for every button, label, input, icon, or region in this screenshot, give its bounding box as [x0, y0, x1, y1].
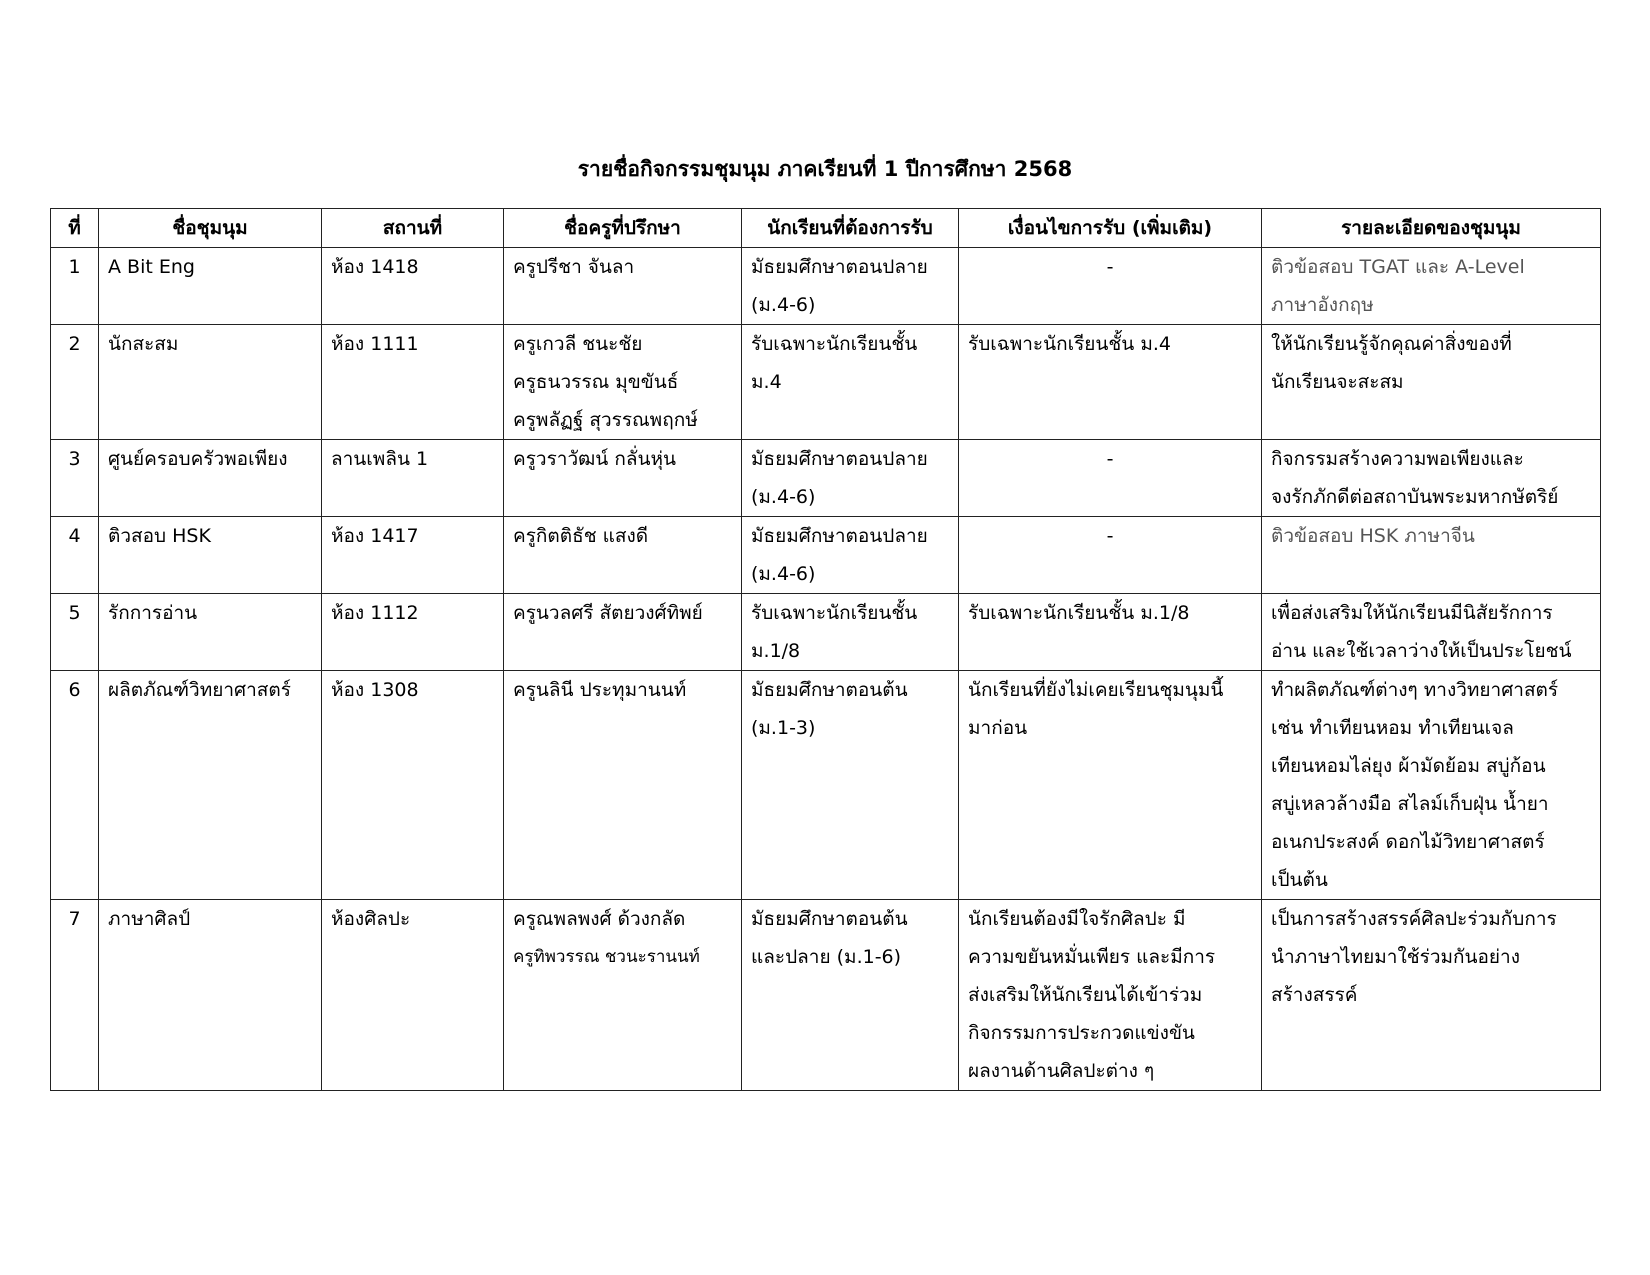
details-cell — [1262, 248, 1601, 325]
conditions-cell — [959, 671, 1262, 900]
club-place: ห้อง 1308 — [322, 671, 504, 900]
row-number: 2 — [51, 325, 99, 440]
advisor-name: ครูวราวัฒน์ กลั่นหุ่น — [513, 448, 676, 470]
details-line: ภาษาอังกฤษ — [1271, 294, 1374, 316]
advisor-name: ครูทิพวรรณ ชวนะรานนท์ — [513, 947, 700, 967]
col-header-advisor: ชื่อครูที่ปรึกษา — [504, 209, 742, 248]
conditions-cell — [959, 325, 1262, 440]
conditions-line: มาก่อน — [968, 717, 1028, 739]
conditions-line: - — [1106, 525, 1114, 547]
table-row — [51, 671, 1601, 900]
advisor-cell — [504, 671, 742, 900]
students-line: และปลาย (ม.1-6) — [751, 946, 902, 968]
advisor-cell — [504, 517, 742, 594]
details-line: เทียนหอมไล่ยุง ผ้ามัดย้อม สบู่ก้อน — [1271, 755, 1546, 777]
conditions-line: ความขยันหมั่นเพียร และมีการ — [968, 946, 1216, 968]
details-cell — [1262, 517, 1601, 594]
details-line: นำภาษาไทยมาใช้ร่วมกันอย่าง — [1271, 946, 1521, 968]
students-cell — [742, 900, 959, 1091]
club-name: ผลิตภัณฑ์วิทยาศาสตร์ — [99, 671, 322, 900]
advisor-cell — [504, 900, 742, 1091]
row-number: 4 — [51, 517, 99, 594]
details-line: ติวข้อสอบ HSK ภาษาจีน — [1271, 525, 1475, 547]
club-name: ศูนย์ครอบครัวพอเพียง — [99, 440, 322, 517]
club-name: A Bit Eng — [99, 248, 322, 325]
advisor-name: ครูกิตติธัช แสงดี — [513, 525, 649, 547]
col-header-students: นักเรียนที่ต้องการรับ — [742, 209, 959, 248]
table-row — [51, 248, 1601, 325]
table-row — [51, 517, 1601, 594]
conditions-cell — [959, 517, 1262, 594]
club-place: ลานเพลิน 1 — [322, 440, 504, 517]
students-line: มัธยมศึกษาตอนต้น — [751, 908, 908, 930]
club-name: ภาษาศิลป์ — [99, 900, 322, 1091]
details-line: อเนกประสงค์ ดอกไม้วิทยาศาสตร์ — [1271, 831, 1545, 853]
row-number: 6 — [51, 671, 99, 900]
advisor-name: ครูเกวลี ชนะชัย — [513, 333, 643, 355]
students-line: มัธยมศึกษาตอนปลาย — [751, 448, 928, 470]
conditions-cell — [959, 248, 1262, 325]
advisor-name: ครูปรีชา จันลา — [513, 256, 635, 278]
col-header-place: สถานที่ — [322, 209, 504, 248]
students-cell — [742, 248, 959, 325]
conditions-cell — [959, 594, 1262, 671]
details-line: สร้างสรรค์ — [1271, 984, 1358, 1006]
details-cell — [1262, 325, 1601, 440]
details-line: ทำผลิตภัณฑ์ต่างๆ ทางวิทยาศาสตร์ — [1271, 679, 1559, 701]
advisor-name: ครูพลัฏฐ์ สุวรรณพฤกษ์ — [513, 409, 698, 431]
advisor-name: ครูนลินี ประทุมานนท์ — [513, 679, 687, 701]
details-line: ติวข้อสอบ TGAT และ A-Level — [1271, 256, 1525, 278]
conditions-line: นักเรียนต้องมีใจรักศิลปะ มี — [968, 908, 1186, 930]
details-line: จงรักภักดีต่อสถาบันพระมหากษัตริย์ — [1271, 486, 1559, 508]
details-cell — [1262, 440, 1601, 517]
details-line: สบู่เหลวล้างมือ สไลม์เก็บฝุ่น น้ำยา — [1271, 793, 1549, 815]
conditions-line: กิจกรรมการประกวดแข่งขัน — [968, 1022, 1195, 1044]
conditions-cell — [959, 440, 1262, 517]
conditions-cell — [959, 900, 1262, 1091]
conditions-line: รับเฉพาะนักเรียนชั้น ม.4 — [968, 333, 1171, 355]
students-line: รับเฉพาะนักเรียนชั้น — [751, 333, 918, 355]
conditions-line: นักเรียนที่ยังไม่เคยเรียนชุมนุมนี้ — [968, 679, 1224, 701]
details-cell — [1262, 671, 1601, 900]
advisor-cell — [504, 440, 742, 517]
details-line: เป็นต้น — [1271, 869, 1328, 891]
details-line: อ่าน และใช้เวลาว่างให้เป็นประโยชน์ — [1271, 640, 1572, 662]
club-place: ห้อง 1417 — [322, 517, 504, 594]
page-title: รายชื่อกิจกรรมชุมนุม ภาคเรียนที่ 1 ปีการศึกษา 2568 — [577, 157, 1073, 181]
students-line: รับเฉพาะนักเรียนชั้น — [751, 602, 918, 624]
club-place: ห้อง 1112 — [322, 594, 504, 671]
club-name: ติวสอบ HSK — [99, 517, 322, 594]
club-place: ห้อง 1418 — [322, 248, 504, 325]
header-row — [51, 209, 1601, 248]
students-cell — [742, 325, 959, 440]
col-header-no: ที่ — [51, 209, 99, 248]
advisor-cell — [504, 248, 742, 325]
students-line: (ม.1-3) — [751, 717, 816, 739]
row-number: 7 — [51, 900, 99, 1091]
table-row — [51, 440, 1601, 517]
club-table — [50, 208, 1601, 1091]
students-cell — [742, 517, 959, 594]
col-header-conditions: เงื่อนไขการรับ (เพิ่มเติม) — [959, 209, 1262, 248]
conditions-line: ส่งเสริมให้นักเรียนได้เข้าร่วม — [968, 984, 1203, 1006]
row-number: 3 — [51, 440, 99, 517]
details-line: ให้นักเรียนรู้จักคุณค่าสิ่งของที่ — [1271, 333, 1512, 355]
students-line: (ม.4-6) — [751, 563, 816, 585]
details-line: กิจกรรมสร้างความพอเพียงและ — [1271, 448, 1524, 470]
table-row — [51, 325, 1601, 440]
advisor-name: ครูณพลพงศ์ ด้วงกลัด — [513, 908, 686, 930]
table-row — [51, 594, 1601, 671]
students-cell — [742, 440, 959, 517]
details-cell — [1262, 594, 1601, 671]
advisor-name: ครูนวลศรี สัตยวงศ์ทิพย์ — [513, 602, 703, 624]
table-row — [51, 900, 1601, 1091]
advisor-cell — [504, 594, 742, 671]
conditions-line: - — [1106, 448, 1114, 470]
details-cell — [1262, 900, 1601, 1091]
row-number: 1 — [51, 248, 99, 325]
students-line: ม.4 — [751, 371, 782, 393]
students-line: มัธยมศึกษาตอนต้น — [751, 679, 908, 701]
details-line: เช่น ทำเทียนหอม ทำเทียนเจล — [1271, 717, 1514, 739]
students-line: ม.1/8 — [751, 640, 801, 662]
col-header-details: รายละเอียดของชุมนุม — [1262, 209, 1601, 248]
details-line: เป็นการสร้างสรรค์ศิลปะร่วมกับการ — [1271, 908, 1557, 930]
club-name: รักการอ่าน — [99, 594, 322, 671]
students-cell — [742, 671, 959, 900]
col-header-club: ชื่อชุมนุม — [99, 209, 322, 248]
row-number: 5 — [51, 594, 99, 671]
students-line: (ม.4-6) — [751, 294, 816, 316]
club-name: นักสะสม — [99, 325, 322, 440]
students-line: มัธยมศึกษาตอนปลาย — [751, 525, 928, 547]
conditions-line: ผลงานด้านศิลปะต่าง ๆ — [968, 1060, 1155, 1082]
club-place: ห้อง 1111 — [322, 325, 504, 440]
students-line: มัธยมศึกษาตอนปลาย — [751, 256, 928, 278]
details-line: นักเรียนจะสะสม — [1271, 371, 1404, 393]
advisor-name: ครูธนวรรณ มุขขันธ์ — [513, 371, 679, 393]
students-cell — [742, 594, 959, 671]
club-place: ห้องศิลปะ — [322, 900, 504, 1091]
conditions-line: - — [1106, 256, 1114, 278]
conditions-line: รับเฉพาะนักเรียนชั้น ม.1/8 — [968, 602, 1190, 624]
students-line: (ม.4-6) — [751, 486, 816, 508]
details-line: เพื่อส่งเสริมให้นักเรียนมีนิสัยรักการ — [1271, 602, 1553, 624]
advisor-cell — [504, 325, 742, 440]
